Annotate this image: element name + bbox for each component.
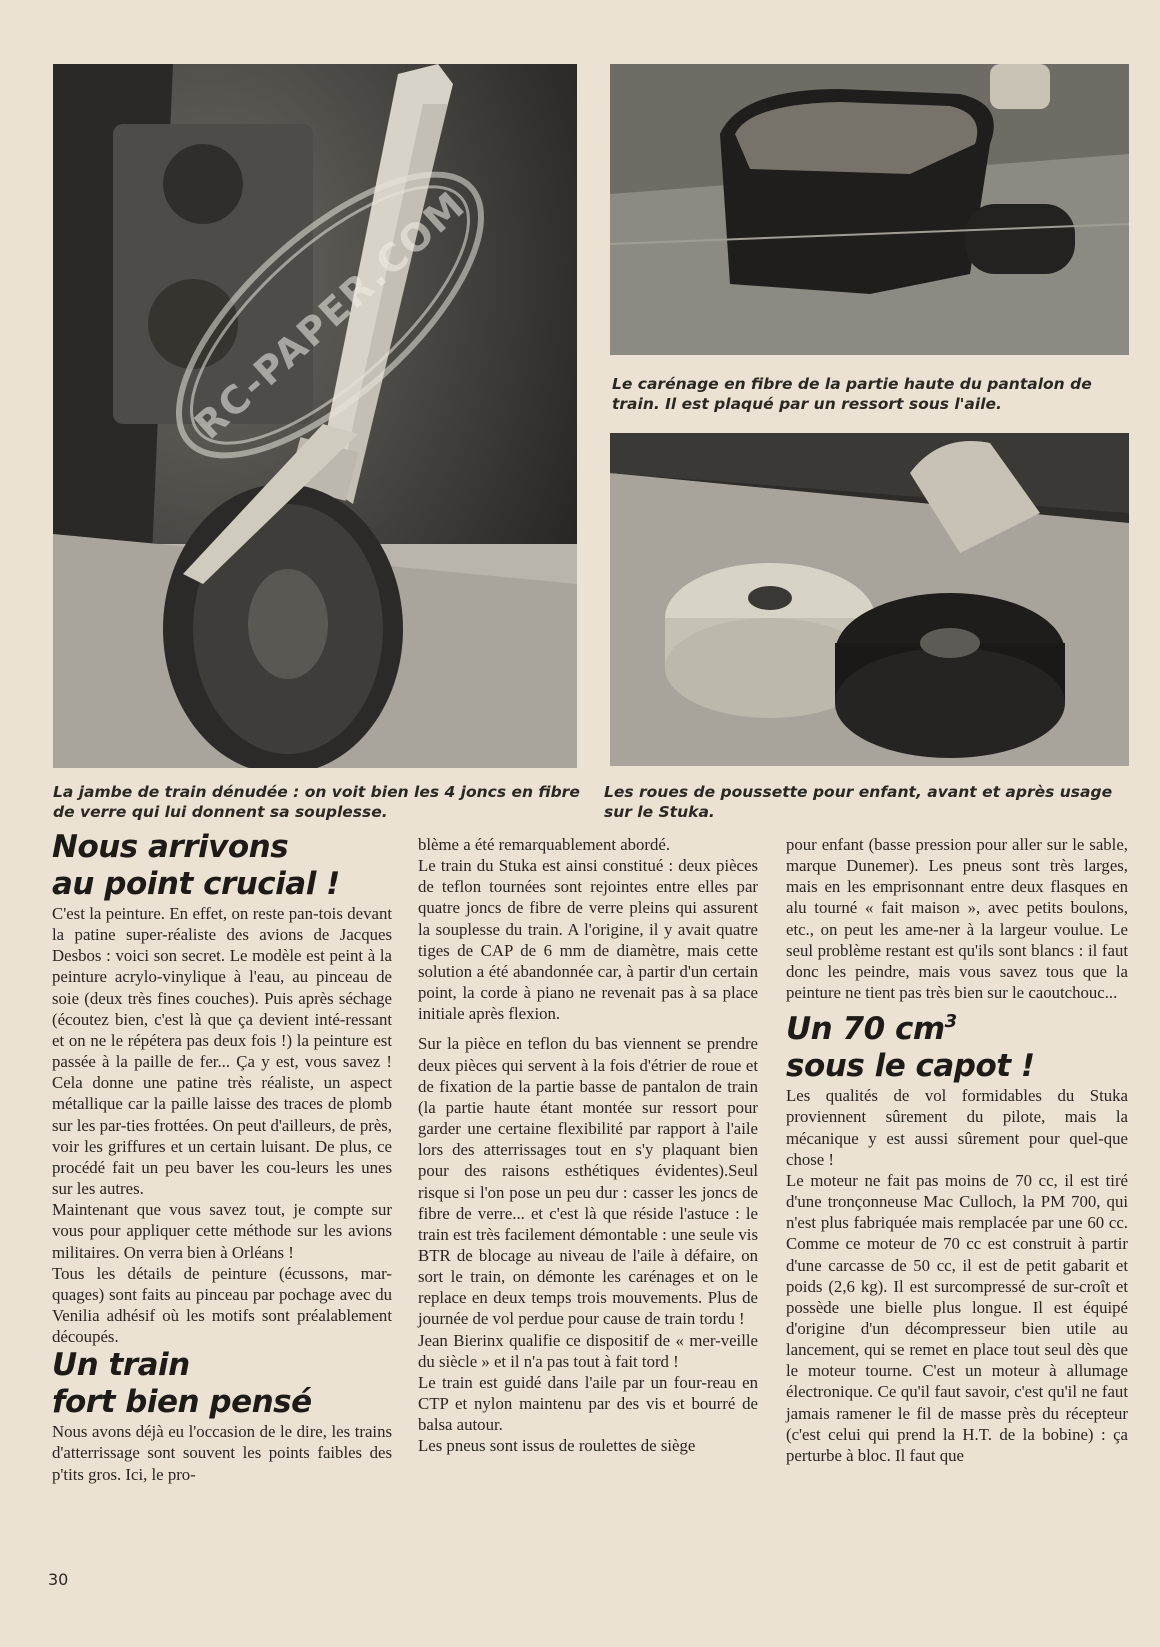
paragraph: Sur la pièce en teflon du bas viennent se prendre deux pièces qui servent à la fois d'étrier de roue et de fixation de la partie basse de pantalon de train (la partie haute étant montée sur ressort pour garder une certaine flexibilité par rapport à l'aile lors des atterrissages tout en s'y plaquant bien pour des raisons esthétiques évidentes).Seul risque si l'on pose un peu dur : casser les joncs de fibre de verre... et c'est là que réside l'astuce : le train est très facilement démontable : une seule vis BTR de blocage au niveau de l'aile à défaire, on sort le train, on démonte les carénages et on le replace en deux temps trois mouvements. Plus de journée de vol perdue pour cause de train tordu !	[418, 1034, 758, 1329]
paragraph: Les qualités de vol formidables du Stuka proviennent sûrement du pilote, mais la mécanique y est aussi sûrement pour quel-que chose !	[786, 1086, 1128, 1169]
fairing-photo	[610, 64, 1129, 355]
caption-fairing: Le carénage en fibre de la partie haute du pantalon de train. Il est plaqué par un ressort sous l'aile.	[612, 375, 1092, 413]
paragraph: Tous les détails de peinture (écussons, mar-quages) sont faits au pinceau par pochage avec du Venilia adhésif où les motifs sont préalablement découpés.	[52, 1263, 392, 1347]
heading-engine: Un 70 $cm^3$ sous le capot !	[786, 1011, 1035, 1085]
paragraph: Les pneus sont issus de roulettes de siège	[418, 1436, 696, 1456]
paragraph: Le train du Stuka est ainsi constitué : deux pièces de teflon tournées sont rejointes entre elles par quatre joncs de fibre de verre pleins qui assurent la souplesse du train. A l'origine, il y avait quatre tiges de CAP de 6 mm de diamètre, mais cette solution a été abandonnée car, à partir d'un certain point, la corde à piano ne revenait pas à sa place initiale après flexion.	[418, 856, 758, 1024]
heading-crucial-point: Nous arrivons au point crucial !	[52, 829, 340, 902]
paragraph: Le moteur ne fait pas moins de 70 cc, il est tiré d'une tronçonneuse Mac Culloch, la PM 700, qui n'est plus fabriquée mais remplacée par une 60 cc. Comme ce moteur de 70 cc est construit à partir d'une carcasse de 50 cc, il est de petit gabarit et poids (2,6 kg). Il est surcompressé de sur-croît et possède une bielle plus longue. Il est équipé d'origine d'un décompresseur bien utile au lancement, qui se remet en place tout seul dès que le moteur tourne. C'est un moteur à allumage électronique. Ce qu'il faut savoir, c'est qu'il ne faut jamais ramener le fil de masse près du récepteur (c'est celui qui prend la H.T. de la bobine) : ça perturbe à bloc. Il faut que	[786, 1170, 1128, 1465]
caption-landing-gear: La jambe de train dénudée : on voit bien les 4 joncs en fibre de verre qui lui donnent sa souplesse.	[53, 783, 580, 821]
paragraph: Maintenant que vous savez tout, je compte sur vous pour appliquer cette méthode sur les avions militaires. On verra bien à Orléans !	[52, 1200, 392, 1262]
heading-landing-gear: Un train fort bien pensé	[52, 1347, 312, 1421]
paragraph: blème a été remarquablement abordé.	[418, 835, 671, 854]
watermark-text: RC-PAPER.COM	[186, 182, 474, 448]
article-column-3	[786, 834, 1128, 1466]
paragraph: Le train est guidé dans l'aile par un four-reau en CTP et nylon maintenu par des vis et bourré de balsa autour.	[418, 1372, 758, 1435]
wheels-photo	[610, 433, 1129, 766]
paragraph: Jean Bierinx qualifie ce dispositif de « mer-veille du siècle » et il n'a pas tout à fait tord !	[418, 1330, 758, 1371]
caption-wheels: Les roues de poussette pour enfant, avant et après usage sur le Stuka.	[604, 783, 1113, 821]
article-column-2	[418, 834, 758, 1457]
page-number: 30	[48, 1570, 69, 1589]
paragraph: C'est la peinture. En effet, on reste pan-tois devant la patine super-réaliste des avions de Jacques Desbos : voici son secret. Le modèle est peint à la peinture acrylo-vinylique à l'eau, au pinceau de soie (deux très fines couches). Puis après séchage (écoutez bien, c'est là que ça devient inté-ressant et on ne le répétera pas deux fois !) la peinture est passée à la paille de fer... Ça y est, vous savez ! Cela donne une patine très réaliste, un aspect métallique car la paille laisse des traces de plomb sur les par-ties frottées. On peut d'ailleurs, de près, voir les griffures et un certain luisant. De plus, ce procédé fait un peu baver les cou-leurs les unes sur les autres.	[52, 904, 392, 1199]
article-column-1	[52, 829, 392, 1485]
paragraph: Nous avons déjà eu l'occasion de le dire, les trains d'atterrissage sont souvent les points faibles des p'tits gros. Ici, le pro-	[52, 1422, 392, 1484]
watermark-stamp	[120, 150, 540, 480]
paragraph: pour enfant (basse pression pour aller sur le sable, marque Dunemer). Les pneus sont très larges, mais en les emprisonnant entre deux flasques en alu tourné « fait maison », avec petits boulons, etc., on peut les ame-ner à la largeur voulue. Le seul problème restant est qu'ils sont blancs : il faut donc les peindre, mais vous savez tous que la peinture ne tient pas très bien sur le caoutchouc...	[786, 835, 1128, 1003]
